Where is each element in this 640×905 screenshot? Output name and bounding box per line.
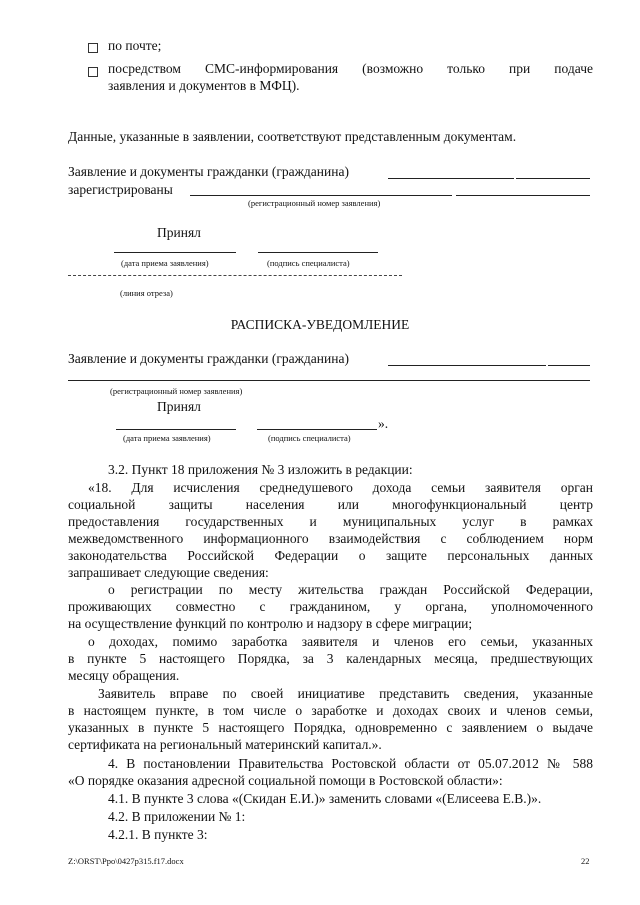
registration-line: о регистрации по месту жительства граждан Российской Федерации,	[108, 582, 593, 597]
cut-line	[68, 275, 402, 276]
checkbox-sms[interactable]	[88, 62, 98, 79]
docs-label: Заявление и документы гражданки (гражданина)	[68, 164, 349, 179]
income-line: в пункте 5 настоящего Порядка, за 3 календарных месяца, предшествующих	[68, 651, 593, 666]
reg-number-line-2	[456, 195, 590, 196]
notice-reg-number-line	[68, 380, 590, 381]
paragraph-3-2: 3.2. Пункт 18 приложения № 3 изложить в редакции:	[108, 462, 413, 477]
option-sms-line1: посредством СМС-информирования (возможно только при подаче	[108, 61, 593, 76]
income-line: о доходах, помимо заработка заявителя и членов его семьи, указанных	[88, 634, 593, 649]
checkbox-icon	[88, 43, 98, 53]
citizen-name-line	[388, 178, 514, 179]
p18-line: межведомственного информационного взаимодействия с соблюдением норм	[68, 531, 593, 546]
checkbox-by-mail[interactable]	[88, 38, 98, 55]
date-caption: (дата приема заявления)	[121, 258, 209, 268]
p18-line: предоставления государственных и муниципальных услуг в рамках	[68, 514, 593, 529]
option-sms-line2: заявления и документов в МФЦ).	[108, 78, 300, 93]
reg-number-caption: (регистрационный номер заявления)	[248, 198, 381, 208]
option-by-mail: по почте;	[108, 38, 162, 53]
p18-last-line: запрашивает следующие сведения:	[68, 565, 269, 580]
paragraph-4-line1: 4. В постановлении Правительства Ростовской области от 05.07.2012 № 588	[108, 756, 593, 771]
signature-line	[258, 252, 378, 253]
notice-date-line	[116, 429, 236, 430]
registered-label: зарегистрированы	[68, 182, 173, 197]
notice-signature-caption: (подпись специалиста)	[268, 433, 351, 443]
income-last-line: месяцу обращения.	[68, 668, 180, 683]
applicant-line: указанных в пункте 5 настоящего Порядка, одновременно с заявлением о выдаче	[68, 720, 593, 735]
notice-title: РАСПИСКА-УВЕДОМЛЕНИЕ	[230, 317, 410, 332]
reg-number-line	[190, 195, 452, 196]
accepted-label: Принял	[157, 225, 201, 240]
signature-caption: (подпись специалиста)	[267, 258, 350, 268]
p18-line: социальной защиты населения или многофункциональный центр	[68, 497, 593, 512]
cut-line-caption: (линия отреза)	[120, 288, 173, 298]
p18-line: «18. Для исчисления среднедушевого дохода семьи заявителя орган	[88, 480, 593, 495]
footer-file-path: Z:\ORST\Ppo\0427p315.f17.docx	[68, 856, 184, 866]
notice-reg-number-caption: (регистрационный номер заявления)	[110, 386, 243, 396]
notice-date-caption: (дата приема заявления)	[123, 433, 211, 443]
closing-quote: ».	[378, 416, 389, 431]
registration-last-line: на осуществление функций по контролю и надзору в сфере миграции;	[68, 616, 473, 631]
applicant-line: в настоящем пункте, в том числе о заработке и доходах своих и членов семьи,	[68, 703, 593, 718]
paragraph-4-2-1: 4.2.1. В пункте 3:	[108, 827, 208, 842]
notice-signature-line	[257, 429, 377, 430]
paragraph-4-1: 4.1. В пункте 3 слова «(Скидан Е.И.)» заменить словами «(Елисеева Е.В.)».	[108, 791, 542, 806]
notice-docs-label: Заявление и документы гражданки (гражданина)	[68, 351, 349, 366]
notice-citizen-line	[388, 365, 546, 366]
notice-citizen-line-2	[548, 365, 590, 366]
applicant-last-line: сертификата на региональный материнский капитал.».	[68, 737, 382, 752]
checkbox-icon	[88, 67, 98, 77]
paragraph-4-2: 4.2. В приложении № 1:	[108, 809, 246, 824]
registration-line: проживающих совместно с гражданином, у органа, уполномоченного	[68, 599, 593, 614]
page-number: 22	[581, 856, 590, 866]
statement: Данные, указанные в заявлении, соответствуют представленным документам.	[68, 129, 517, 144]
notice-accepted-label: Принял	[157, 399, 201, 414]
date-line	[114, 252, 236, 253]
citizen-name-line-2	[516, 178, 590, 179]
p18-line: законодательства Российской Федерации о защите персональных данных	[68, 548, 593, 563]
paragraph-4-line2: «О порядке оказания адресной социальной помощи в Ростовской области»:	[68, 773, 503, 788]
applicant-line: Заявитель вправе по своей инициативе представить сведения, указанные	[98, 686, 593, 701]
